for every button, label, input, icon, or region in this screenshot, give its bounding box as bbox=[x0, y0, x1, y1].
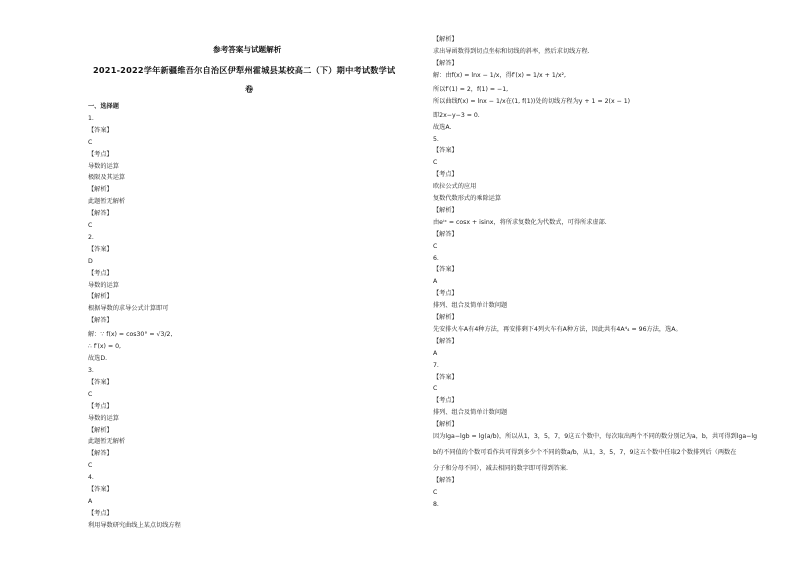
left-column-line: C bbox=[88, 222, 93, 229]
left-column-line: 【解析】 bbox=[88, 186, 113, 194]
right-column-line: 所以f′(1) = 2，f(1) = −1, bbox=[433, 85, 509, 93]
right-column-line: 即2x−y−3 = 0. bbox=[433, 111, 480, 119]
right-column-line: 7. bbox=[433, 361, 439, 369]
left-column-line: 【解答】 bbox=[88, 317, 113, 325]
left-column-line: 【解析】 bbox=[88, 293, 113, 301]
right-column-line: 【解析】 bbox=[433, 421, 458, 429]
right-column-line: 分子和分母不同），减去相同的数字即可得到答案. bbox=[433, 465, 568, 472]
left-column-line: C bbox=[88, 462, 93, 470]
right-column-line: 【考点】 bbox=[433, 290, 458, 298]
left-column-line: 导数的运算 bbox=[88, 414, 119, 422]
right-column-line: 【解析】 bbox=[433, 314, 458, 321]
left-column-line: 故选D. bbox=[88, 355, 108, 363]
right-column-line: 【考点】 bbox=[433, 397, 458, 405]
left-column-line: 【解答】 bbox=[88, 210, 113, 218]
right-column-line: 排列、组合及简单计数问题 bbox=[433, 409, 508, 417]
right-column-line: 先安排火车A有4种方法，再安排剩下4列火车有A种方法，因此共有4A⁴₄ = 96方法，选A。 bbox=[433, 325, 682, 333]
left-column-line: 3. bbox=[88, 367, 94, 374]
left-column-line: A bbox=[88, 497, 93, 505]
right-column-line: C bbox=[433, 488, 438, 496]
left-column-line: ∴ f′(x) = 0, bbox=[88, 343, 121, 351]
right-column-line: 【解答】 bbox=[433, 230, 458, 238]
right-column-line: 【解析】 bbox=[433, 36, 458, 43]
right-column-line: 【解答】 bbox=[433, 476, 458, 484]
right-column-line: 由eⁱˣ = cosx + isinx，将所求复数化为代数式，可得所求虚部. bbox=[433, 218, 607, 226]
left-column-line: 【答案】 bbox=[88, 126, 113, 134]
left-column-line: 【解答】 bbox=[88, 450, 113, 458]
right-column-line: 欧拉公式的应用 bbox=[433, 183, 477, 191]
left-column-line: 【考点】 bbox=[88, 269, 113, 277]
right-column-line: A bbox=[433, 349, 438, 357]
left-column-line: 此题暂无解析 bbox=[88, 198, 126, 206]
left-column-line: 导数的运算 bbox=[88, 281, 119, 289]
right-column-line: 求出导函数得到切点坐标和切线的斜率，然后求切线方程. bbox=[433, 47, 590, 55]
left-column-line: 根据导数的求导公式计算即可 bbox=[88, 305, 169, 313]
left-column-line: 此题暂无解析 bbox=[88, 438, 126, 446]
right-column-line: 8. bbox=[433, 500, 439, 508]
right-column-line: C bbox=[433, 242, 438, 250]
left-column-line: C bbox=[88, 390, 93, 398]
right-column-line: 【答案】 bbox=[433, 266, 458, 274]
right-column-line: 排列、组合及简单计数问题 bbox=[433, 302, 508, 310]
left-column-line: D bbox=[88, 257, 93, 265]
right-column-line: 【考点】 bbox=[433, 171, 458, 179]
left-column-line: 1. bbox=[88, 114, 94, 122]
left-column-line: 【考点】 bbox=[88, 402, 113, 410]
right-column-line: 解：由f(x) = lnx − 1/x，得f′(x) = 1/x + 1/x², bbox=[433, 71, 566, 79]
right-column-line: 【解答】 bbox=[433, 59, 458, 67]
right-column-line: 【答案】 bbox=[433, 373, 458, 381]
left-column-line: 利用导数研究曲线上某点切线方程 bbox=[88, 521, 181, 529]
left-column-line: C bbox=[88, 138, 93, 146]
left-column-line: 【答案】 bbox=[88, 245, 113, 253]
left-column-line: 【答案】 bbox=[88, 378, 113, 386]
left-column-line: 2. bbox=[88, 233, 94, 241]
right-column-line: 6. bbox=[433, 254, 439, 262]
left-column-line: 【答案】 bbox=[88, 486, 113, 493]
right-column-line: A bbox=[433, 278, 438, 286]
right-column-line: C bbox=[433, 159, 438, 167]
left-column-line: 【考点】 bbox=[88, 150, 113, 158]
right-column-line: 5. bbox=[433, 135, 439, 143]
exam-title-line1: 2021-2022学年新疆维吾尔自治区伊犁州霍城县某校高二（下）期中考试数学试 bbox=[93, 65, 396, 75]
right-column-line: 故选A. bbox=[433, 123, 452, 131]
right-column-line: 所以曲线f(x) = lnx − 1/x在(1, f(1))处的切线方程为y + 1 = 2(x − 1) bbox=[433, 97, 631, 105]
right-column-line: 【解答】 bbox=[433, 337, 458, 345]
document-title: 参考答案与试题解析 bbox=[213, 45, 282, 54]
left-column-line: 极限及其运算 bbox=[88, 174, 126, 182]
right-column-line: 【答案】 bbox=[433, 147, 458, 155]
right-column-line: 【解析】 bbox=[433, 206, 458, 214]
left-column-line: 【考点】 bbox=[88, 509, 113, 517]
right-column-line: b的不同值的个数可看作共可得到多少个不同的数a/b，从1，3，5，7，9这五个数中任取2个数排列后（两数在 bbox=[433, 449, 737, 456]
right-column-line: 复数代数形式的乘除运算 bbox=[433, 195, 502, 202]
right-column-line: 因为lga−lgb = lg(a/b)，所以从1，3，5，7，9这五个数中，每次取出两个不同的数分别记为a，b，共可得到lga−lg bbox=[433, 433, 758, 440]
exam-title-line2: 卷 bbox=[245, 84, 254, 94]
left-column-line: 一、选择题 bbox=[88, 103, 119, 110]
left-column-line: 4. bbox=[88, 474, 94, 482]
right-column-line: C bbox=[433, 385, 438, 393]
left-column-line: 【解析】 bbox=[88, 426, 113, 434]
left-column-line: 导数的运算 bbox=[88, 162, 119, 170]
left-column-line: 解：∵ f(x) = cos30° = √3/2, bbox=[88, 331, 173, 339]
